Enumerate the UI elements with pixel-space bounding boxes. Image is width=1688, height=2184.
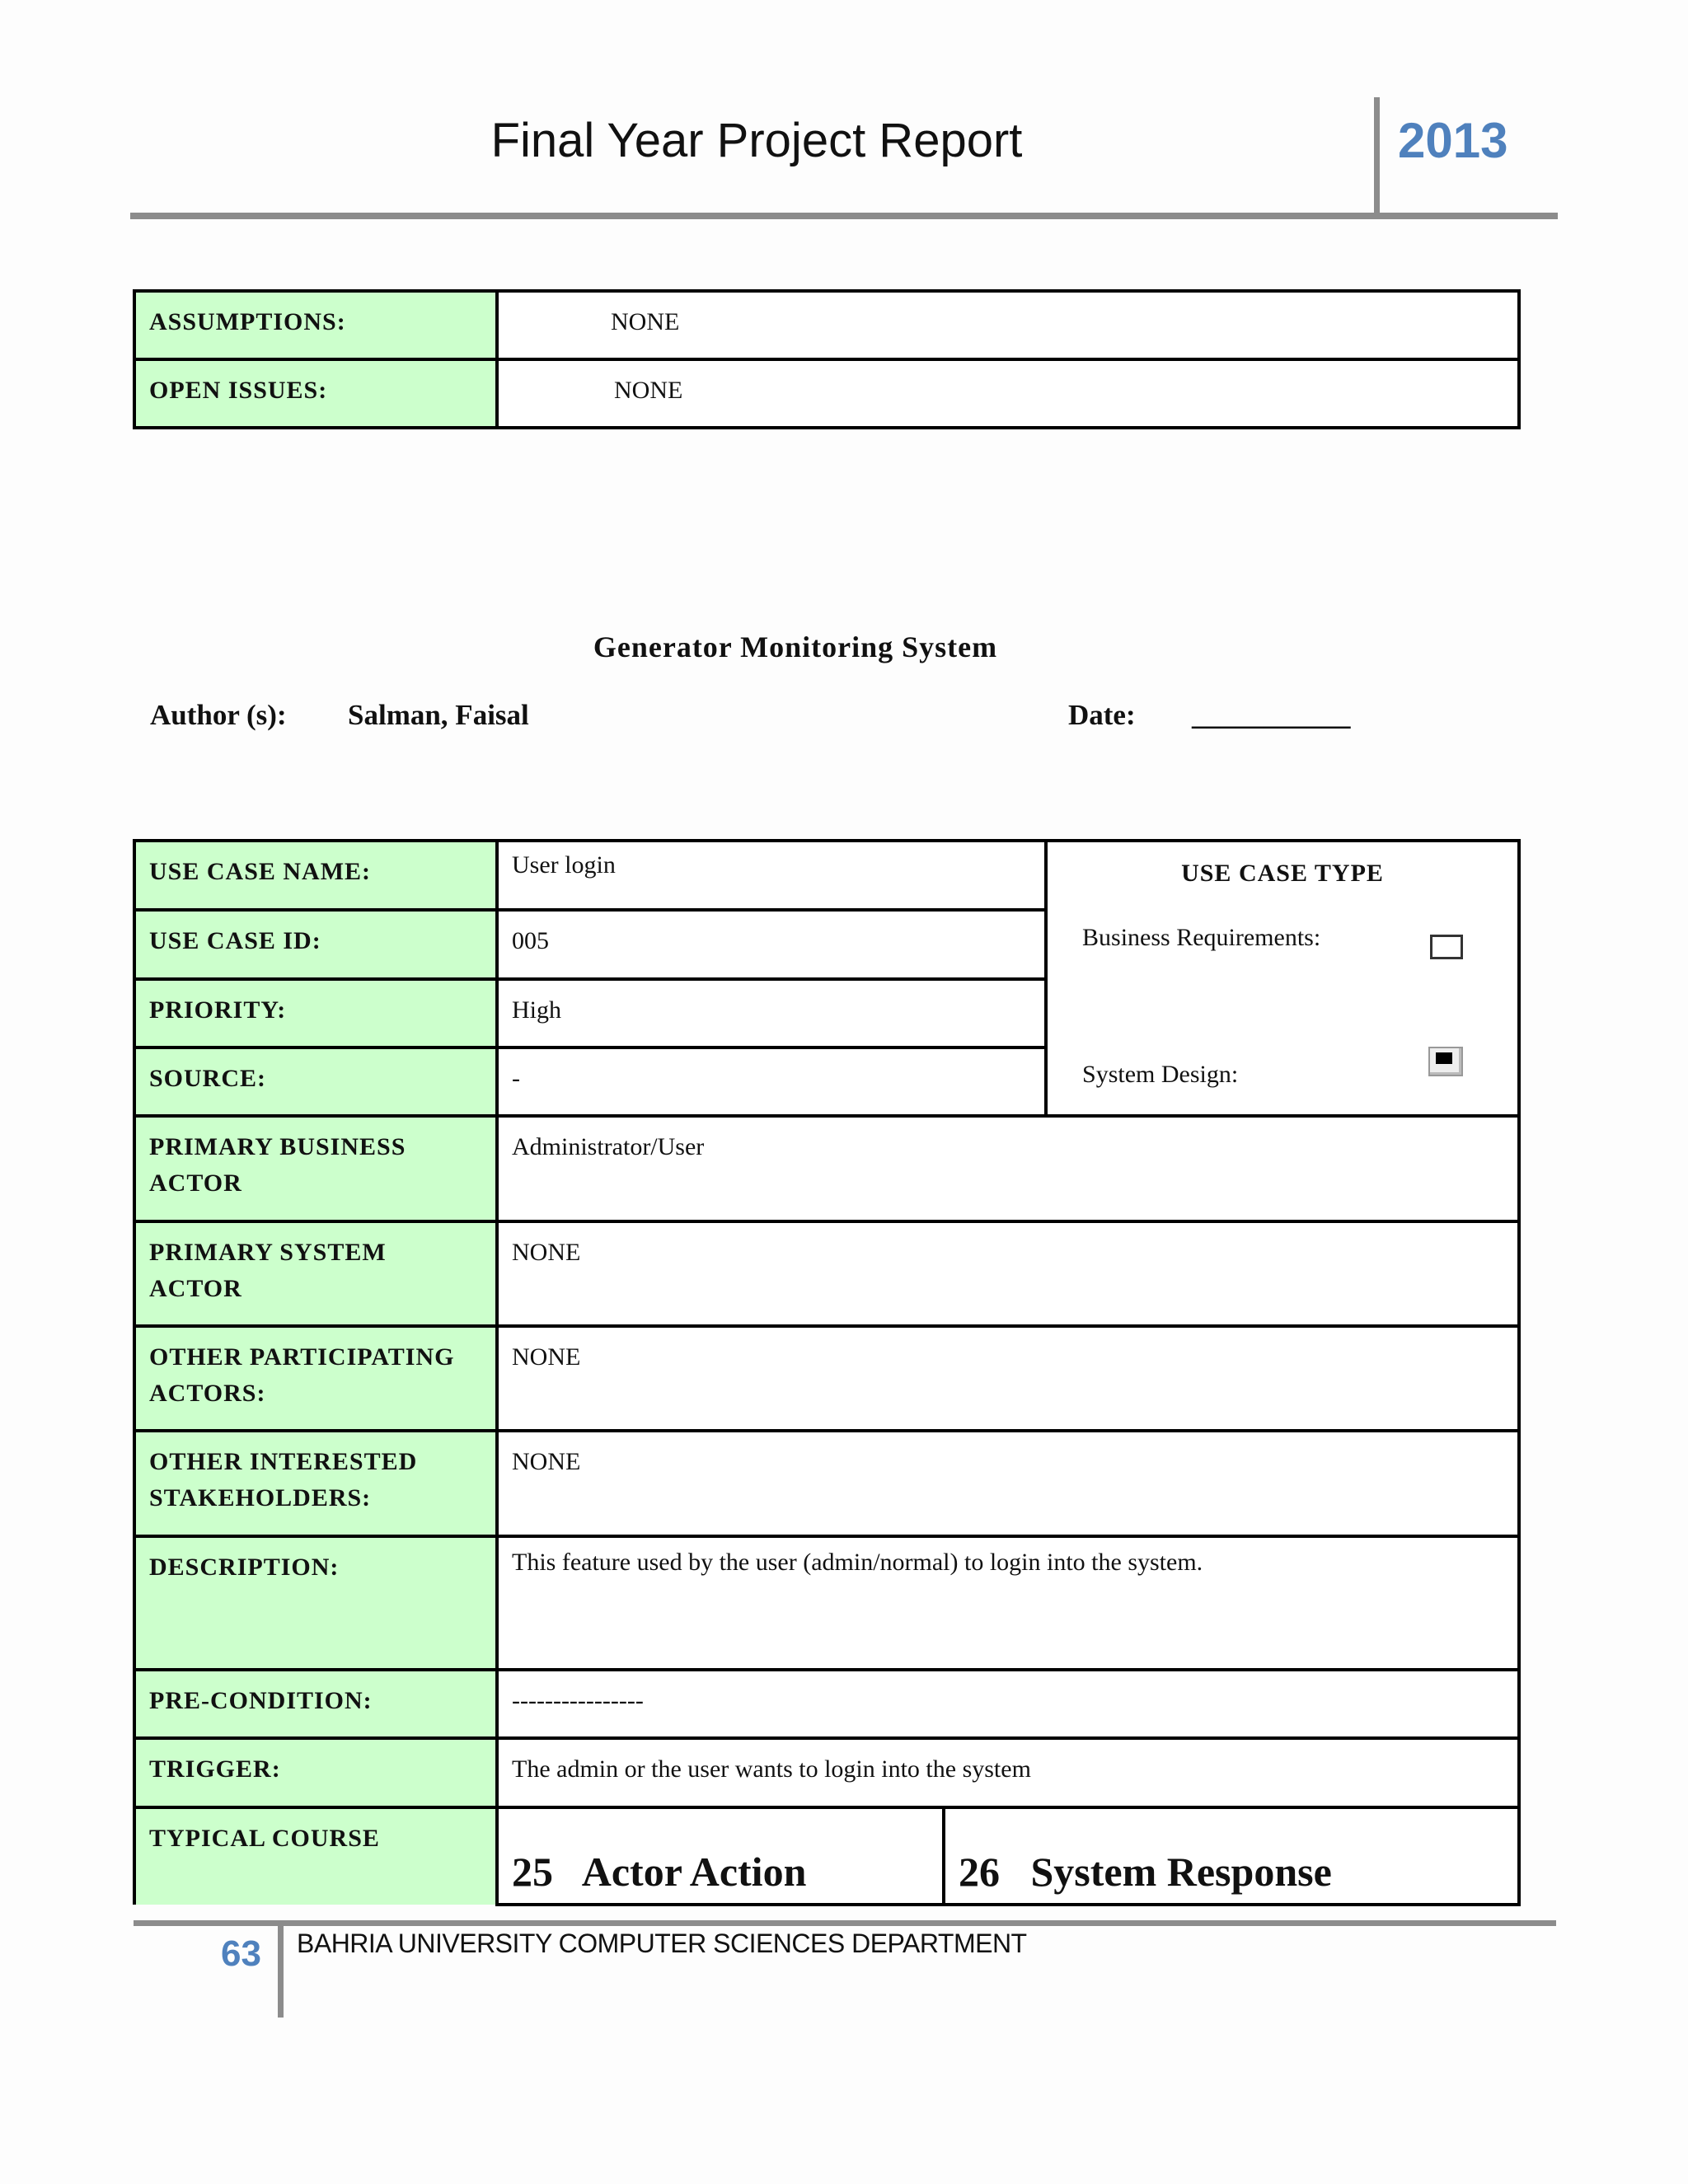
- date-label: Date:: [1068, 699, 1136, 731]
- source-value: -: [497, 1047, 1046, 1116]
- use-case-type-title: USE CASE TYPE: [1181, 860, 1384, 887]
- other-participating-actors-label: OTHER PARTICIPATING ACTORS:: [134, 1326, 497, 1431]
- primary-system-actor-label: PRIMARY SYSTEM ACTOR: [134, 1221, 497, 1326]
- open-issues-value: NONE: [497, 359, 1519, 428]
- table-row: [134, 841, 1519, 910]
- assumptions-value: NONE: [497, 291, 1519, 359]
- actor-action-heading: 25 Actor Action: [512, 1849, 807, 1895]
- assumptions-table: [133, 289, 1521, 429]
- header-divider: [1374, 97, 1380, 216]
- report-title: Final Year Project Report: [490, 114, 1023, 167]
- assumptions-label: ASSUMPTIONS:: [134, 291, 497, 359]
- system-response-heading-cell: [944, 1807, 1519, 1905]
- primary-system-actor-value: NONE: [497, 1221, 1519, 1326]
- table-row: [134, 1807, 1519, 1905]
- trigger-value: The admin or the user wants to login into the system: [497, 1738, 1519, 1807]
- pre-condition-label: PRE-CONDITION:: [134, 1670, 497, 1738]
- report-year: 2013: [1398, 113, 1508, 168]
- description-label: DESCRIPTION:: [134, 1536, 497, 1670]
- system-design-label: System Design:: [1082, 1061, 1239, 1088]
- author-label: Author (s):: [150, 699, 287, 731]
- table-row: [134, 1116, 1519, 1221]
- page-number: 63: [221, 1933, 261, 1974]
- table-row: [134, 1431, 1519, 1536]
- use-case-id-value: 005: [497, 910, 1046, 979]
- table-row: [134, 1326, 1519, 1431]
- primary-business-actor-value: Administrator/User: [497, 1116, 1519, 1221]
- author-value: Salman, Faisal: [348, 699, 529, 731]
- table-row: [134, 291, 1519, 359]
- system-response-heading: 26 System Response: [959, 1849, 1332, 1895]
- document-title: Generator Monitoring System: [593, 630, 998, 663]
- use-case-id-label: USE CASE ID:: [134, 910, 497, 979]
- typical-course-label: TYPICAL COURSE: [134, 1807, 497, 1905]
- business-requirements-checkbox[interactable]: [1430, 935, 1463, 959]
- other-interested-stakeholders-value: NONE: [497, 1431, 1519, 1536]
- footer-rule: [134, 1920, 1556, 1926]
- open-issues-label: OPEN ISSUES:: [134, 359, 497, 428]
- use-case-name-value: User login: [497, 841, 1046, 910]
- source-label: SOURCE:: [134, 1047, 497, 1116]
- use-case-table: [133, 839, 1521, 1906]
- footer-divider: [278, 1922, 284, 2018]
- description-value: This feature used by the user (admin/normal) to login into the system.: [497, 1536, 1519, 1670]
- use-case-name-label: USE CASE NAME:: [134, 841, 497, 910]
- use-case-type-cell: [1046, 841, 1519, 1116]
- actor-action-heading-cell: [497, 1807, 944, 1905]
- table-row: [134, 1738, 1519, 1807]
- priority-label: PRIORITY:: [134, 979, 497, 1047]
- pre-condition-value: ----------------: [497, 1670, 1519, 1738]
- priority-value: High: [497, 979, 1046, 1047]
- table-row: [134, 359, 1519, 428]
- primary-business-actor-label: PRIMARY BUSINESS ACTOR: [134, 1116, 497, 1221]
- date-value: ___________: [1192, 699, 1351, 731]
- footer-department: BAHRIA UNIVERSITY COMPUTER SCIENCES DEPARTMENT: [297, 1929, 1027, 1958]
- table-row: [134, 1670, 1519, 1738]
- business-requirements-label: Business Requirements:: [1082, 924, 1321, 951]
- header-rule: [130, 213, 1558, 219]
- other-interested-stakeholders-label: OTHER INTERESTED STAKEHOLDERS:: [134, 1431, 497, 1536]
- table-row: [134, 1221, 1519, 1326]
- other-participating-actors-value: NONE: [497, 1326, 1519, 1431]
- system-design-checkbox[interactable]: [1428, 1047, 1463, 1076]
- checkbox-checked-mark: [1436, 1052, 1452, 1064]
- trigger-label: TRIGGER:: [134, 1738, 497, 1807]
- table-row: [134, 1536, 1519, 1670]
